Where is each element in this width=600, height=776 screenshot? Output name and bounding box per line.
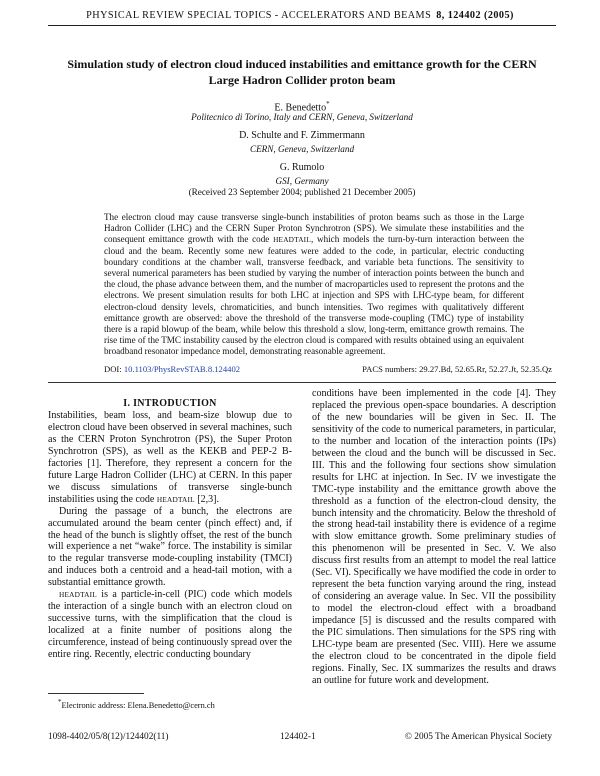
- title-line-2: Large Hadron Collider proton beam: [208, 72, 396, 87]
- journal-name: PHYSICAL REVIEW SPECIAL TOPICS - ACCELERATORS AND BEAMS: [86, 10, 432, 21]
- running-header: [0, 10, 600, 21]
- doi-label: DOI:: [104, 364, 122, 374]
- author-names: E. Benedetto: [274, 102, 327, 114]
- section-heading: I. INTRODUCTION: [123, 398, 217, 409]
- doi-link[interactable]: 10.1103/PhysRevSTAB.8.124402: [123, 364, 241, 374]
- affiliation-2: CERN, Geneva, Switzerland: [249, 144, 355, 154]
- paragraph-text: Instabilities, beam loss, and beam-size blowup due to electron cloud have been observed in several machines, such as the CERN Proton Synchrotron (PS), the Super Proton Synchrotron (SPS), as well as the KEKB and PEP-2 B-factories [1]. Therefore, they represent a concern for the future Large Hadron Collider (LHC) at CERN. In this paper we discuss simulations of transverse single-bunch instabilities using the code: [48, 410, 292, 505]
- footnote-mark: *: [58, 698, 62, 706]
- doi: [104, 364, 240, 374]
- author-names: D. Schulte and F. Zimmermann: [239, 130, 365, 141]
- pacs-numbers: PACS numbers: 29.27.Bd, 52.65.Rr, 52.27.Jt, 52.35.Qz: [362, 364, 552, 374]
- intro-paragraph-2: During the passage of a bunch, the electrons are accumulated around the beam center (pinch effect) and, if the head of the bunch is slightly offset, the rest of the bunch will experience a net “wake” force. The instability is similar to the regular transverse mode-coupling instability (TMCI) and induces both a centroid and a head-tail motion, with a substantial emittance growth.: [48, 505, 292, 589]
- author-names: G. Rumolo: [279, 162, 325, 173]
- footer-issn: 1098-4402/05/8(12)/124402(11): [48, 732, 169, 742]
- intro-paragraph-4: conditions have been implemented in the code [4]. They replaced the previous open-space boundaries. A description of the new boundaries will be given in Sec. II. The sensitivity of the code to numerical parameters, in particular, to the number and location of the interaction points (IPs) between the cloud and the bunch will be discussed in Sec. III. This and the following four sections show simulation results for LHC at injection. In Sec. IV we investigate the TMC-type instability and the emittance growth above the threshold as a function of the electron-cloud density, the bunch intensity and the chromaticity. Below the threshold of the strong head-tail instability there is evidence of a regime with slow emittance growth. Some preliminary studies of this phenomenon will be presented in Sec. V. We also discuss first results from an attempt to model the real lattice (Sec. VI). Specifically we have modified the code in order to represent the beta function varying around the ring, instead of considering an average value. In Sec. VII the possibility to model the electron-cloud effect with a broadband impedance [5] is discussed and the results compared with the PIC simulations. Then simulations for the SPS ring with LHC-type beam are presented (Sec. VIII). Here we assume the electron cloud to be concentrated in the dipole field regions. Finally, Sec. IX summarizes the results and draws an outline for future work and development.: [312, 388, 556, 686]
- footnote: [58, 698, 215, 710]
- affiliation-3: GSI, Germany: [275, 176, 329, 186]
- author-line-3: [48, 162, 556, 174]
- copyright: © 2005 The American Physical Society: [404, 732, 552, 742]
- header-rule: [48, 25, 556, 26]
- intro-paragraph-3: [48, 589, 292, 661]
- code-name: HEADTAIL: [59, 590, 97, 600]
- footnote-rule: [48, 693, 144, 694]
- footnote-text: Electronic address: Elena.Benedetto@cern.ch: [61, 700, 215, 710]
- paragraph-text: [2,3].: [194, 493, 219, 505]
- paragraph-text: is a particle-in-cell (PIC) code which models the interaction of a single bunch with an electron cloud on successive turns, with the simplification that the cloud is localized at a finite number of positions along the circumference, instead of being continuously spread over the entire ring. Recently, electric conducting boundary: [48, 589, 292, 661]
- right-column: [312, 388, 556, 687]
- page-number: 124402-1: [280, 732, 316, 742]
- abstract-text-1: The electron cloud may cause transverse single-bunch instabilities of proton beams such as those in the Large Hadron Collider (LHC) and the CERN Super Proton Synchrotron (SPS). We simulate these instabilities and the consequent emittance growth with the code: [104, 212, 524, 245]
- code-name: HEADTAIL: [156, 494, 195, 504]
- intro-paragraph-1: [48, 410, 292, 506]
- abstract: [104, 212, 524, 358]
- affiliation-1: Politecnico di Torino, Italy and CERN, Geneva, Switzerland: [191, 112, 413, 122]
- volume-issue: 8, 124402 (2005): [436, 10, 514, 21]
- abstract-rule: [48, 382, 556, 383]
- title-line-1: Simulation study of electron cloud induced instabilities and emittance growth for the CERN: [67, 57, 537, 71]
- received-dates: (Received 23 September 2004; published 21 December 2005): [188, 187, 416, 197]
- left-column: [48, 410, 292, 661]
- author-line-2: [48, 130, 556, 142]
- paper-title: [48, 57, 556, 88]
- author-footnote-mark: *: [326, 100, 330, 108]
- code-name: HEADTAIL: [273, 235, 311, 245]
- abstract-text-2: , which models the turn-by-turn interaction between the cloud and the beam. Recently some new features were added to the code, in particular, electric conducting boundary conditions at the chamber wall, transverse feedback, and variable beta functions. The sensitivity to several numerical parameters has been studied by varying the number of interaction points between the bunch and the cloud, the phase advance between them, and the number of macroparticles used to represent the protons and the electrons. We present simulation results for both LHC at injection and SPS with LHC-type beam, for different electron-cloud density levels, chromaticities, and bunch intensities. Two regimes with qualitatively different emittance growth are observed: above the threshold of the transverse mode-coupling (TMC) type of instability there is a rapid blowup of the beam, while below this threshold a slow, long-term, emittance growth remains. The rise time of the TMC instability caused by the electron cloud is compared with results obtained using an equivalent broadband resonator impedance model, demonstrating reasonable agreement.: [104, 234, 524, 357]
